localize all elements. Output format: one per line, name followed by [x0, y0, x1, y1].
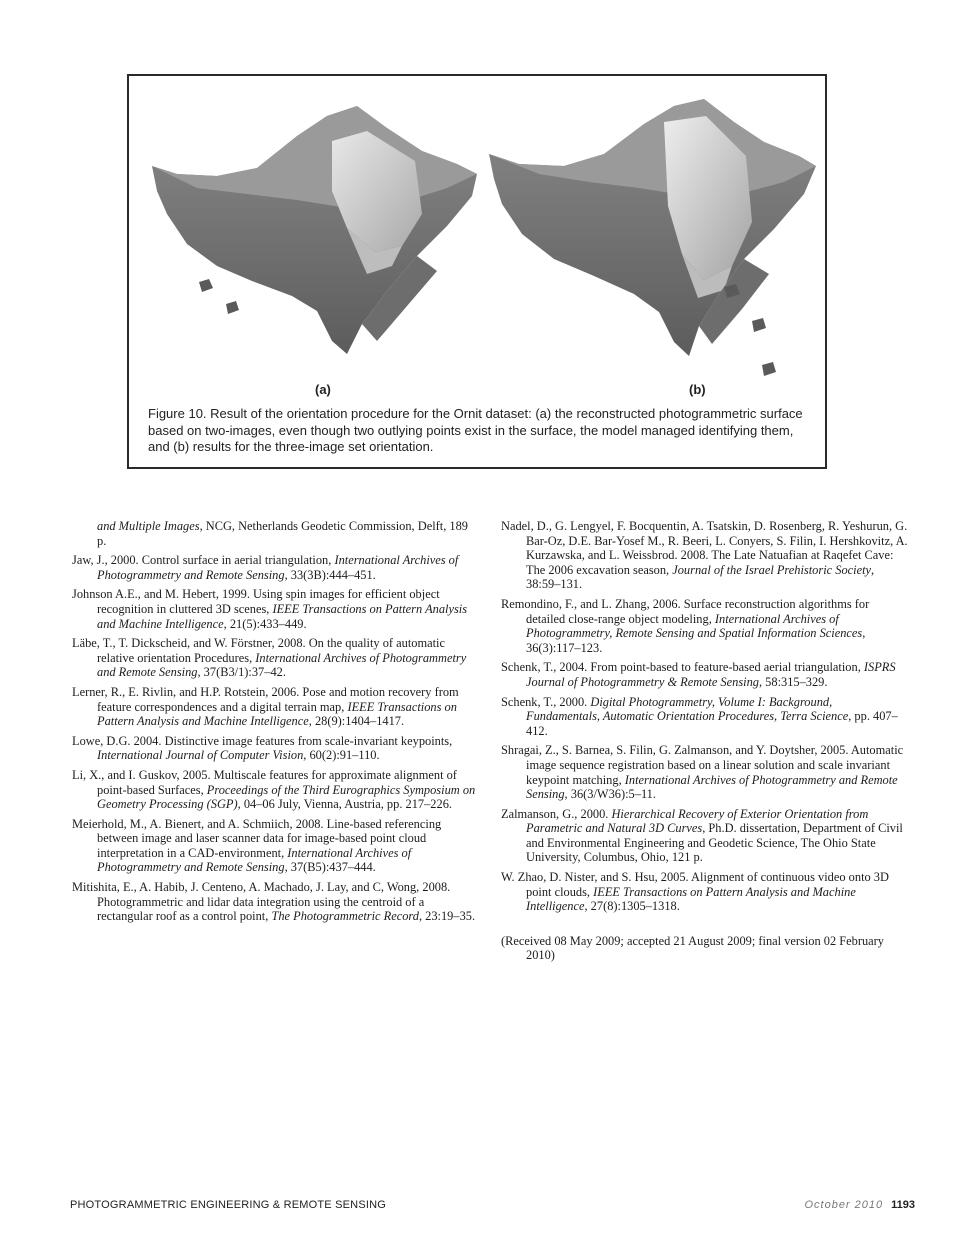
issue-date: October 2010 [804, 1199, 884, 1211]
reference-text: , Ph.D. dissertation, Department of Civil and Environmental Engineering and Geodetic Science, The Ohio State University, Columbus, Ohio, 121 p. [526, 821, 903, 865]
page-footer [70, 1199, 915, 1215]
reference-title: and Multiple Images [97, 519, 200, 533]
reference-title: International Archives of Photogrammetry, Remote Sensing and Spatial Information Sciences [526, 611, 863, 641]
reference-text: Shragai, Z., S. Barnea, S. Filin, G. Zalmanson, and Y. Doytsher, 2005. Automatic image sequence registration based on a linear solution and scale invariant keypoint matching, [501, 743, 904, 787]
reference-title: The Photogrammetric Record [271, 909, 419, 924]
reference-text: Mitishita, E., A. Habib, J. Centeno, A. Machado, J. Lay, and C, Wong, 2008. Photogrammetric and lidar data integration using the centroid of a rectangular roof as a control point, [72, 880, 451, 924]
reference-title: IEEE Transactions on Pattern Analysis and Machine Intelligence [97, 699, 457, 729]
reference-title: International Archives of Photogrammetry and Remote Sensing [97, 845, 412, 875]
received-note: (Received 08 May 2009; accepted 21 August 2009; final version 02 February 2010) [501, 933, 884, 963]
reference-text: Schenk, T., 2004. From point-based to feature-based aerial triangulation, [501, 660, 864, 675]
reference-entry [72, 636, 480, 680]
reference-entry [72, 519, 480, 548]
reference-title: International Archives of Photogrammetry and Remote Sensing [526, 772, 898, 802]
reference-text: , 33(3B):444–451. [284, 567, 376, 582]
reference-text: , 38:59–131. [526, 562, 875, 592]
reference-title: Proceedings of the Third Eurographics Symposium on Geometry Processing (SGP) [97, 782, 476, 812]
page-number: 1193 [891, 1199, 915, 1211]
reference-title: Journal of the Israel Prehistoric Society [672, 562, 872, 577]
reference-text: , 37(B3/1):37–42. [197, 665, 286, 680]
reference-text: Lowe, D.G. 2004. Distinctive image features from scale-invariant keypoints, [72, 733, 453, 748]
reference-text: Remondino, F., and L. Zhang, 2006. Surface reconstruction algorithms for detailed close-range object modeling, [501, 596, 870, 626]
references-column-left [72, 519, 480, 929]
reference-entry [501, 807, 909, 865]
references-list-right [501, 519, 909, 914]
reference-text: W. Zhao, D. Nister, and S. Hsu, 2005. Alignment of continuous video onto 3D point clouds, [501, 870, 889, 899]
reference-text: , 21(5):433–449. [223, 616, 307, 631]
reference-text: Jaw, J., 2000. Control surface in aerial triangulation, [72, 553, 335, 568]
reference-entry [501, 743, 909, 801]
reference-entry [72, 880, 480, 924]
terrain-surface-image-b [484, 94, 819, 384]
panel-label-a: (a) [315, 382, 331, 397]
reference-text: , 58:315–329. [758, 674, 828, 689]
reference-text: , 37(B5):437–444. [284, 860, 376, 875]
reference-text: Schenk, T., 2000. [501, 694, 591, 709]
figure-10 [127, 74, 827, 469]
reference-entry [72, 734, 480, 763]
reference-title: International Archives of Photogrammetry and Remote Sensing [97, 650, 467, 680]
reference-text: , 23:19–35. [418, 909, 476, 924]
reference-text: , pp. 407–412. [526, 709, 898, 738]
reference-text: , 04–06 July, Vienna, Austria, pp. 217–226. [237, 797, 452, 812]
reference-text: Lerner, R., E. Rivlin, and H.P. Rotstein, 2006. Pose and motion recovery from feature correspondences and a digital terrain map, [72, 684, 459, 714]
reference-title: ISPRS Journal of Photogrammetry & Remote Sensing [526, 660, 896, 689]
reference-text: Li, X., and I. Guskov, 2005. Multiscale features for approximate alignment of point-based Surfaces, [72, 767, 457, 797]
reference-text: Läbe, T., T. Dickscheid, and W. Förstner, 2008. On the quality of automatic relative orientation Procedures, [72, 636, 445, 665]
reference-title: Hierarchical Recovery of Exterior Orientation from Parametric and Natural 3D Curves [526, 806, 869, 836]
reference-title: International Journal of Computer Vision [97, 748, 304, 763]
reference-entry [501, 519, 909, 592]
reference-text: Zalmanson, G., 2000. [501, 806, 612, 821]
reference-text: , 60(2):91–110. [303, 748, 380, 763]
reference-text: , 36(3/W36):5–11. [564, 787, 656, 802]
reference-title: Digital Photogrammetry, Volume I: Background, Fundamentals, Automatic Orientation Procedures, Terra Science [526, 694, 849, 724]
panel-label-b: (b) [689, 382, 706, 397]
reference-entry [501, 660, 909, 689]
reference-entry [72, 768, 480, 812]
figure-caption: Figure 10. Result of the orientation procedure for the Ornit dataset: (a) the reconstructed photogrammetric surface based on two-images, even though two outlying points exist in the surface, the model managed identifying them, and (b) results for the three-image set orientation. [148, 406, 803, 454]
reference-entry [72, 817, 480, 875]
reference-text: , 36(3):117–123. [526, 626, 866, 655]
reference-text: Johnson A.E., and M. Hebert, 1999. Using spin images for efficient object recognition in cluttered 3D scenes, [72, 587, 440, 616]
reference-title: IEEE Transactions on Pattern Analysis and Machine Intelligence [526, 884, 856, 914]
reference-text: Meierhold, M., A. Bienert, and A. Schmiich, 2008. Line-based referencing between image and laser scanner data for image-based point cloud interpretation in a CAD-environment, [72, 816, 442, 860]
reference-text: , 28(9):1404–1417. [308, 714, 405, 729]
reference-entry [72, 553, 480, 582]
reference-text: , NCG, Netherlands Geodetic Commission, Delft, 189 p. [97, 519, 468, 548]
footer-right [804, 1199, 915, 1211]
reference-entry [501, 870, 909, 914]
reference-text: Nadel, D., G. Lengyel, F. Bocquentin, A. Tsatskin, D. Rosenberg, R. Yeshurun, G. Bar-Oz, D.E. Bar-Yosef M., R. Beeri, L. Conyers, S. Filin, I. Hershkovitz, A. Kurzawska, and L. Weissbrod. 2008. The Late Natuafian at Raqefet Cave: The 2006 excavation season, [501, 519, 908, 577]
reference-title: International Archives of Photogrammetry and Remote Sensing [97, 553, 459, 582]
reference-text: , 27(8):1305–1318. [584, 899, 680, 914]
reference-title: IEEE Transactions on Pattern Analysis and Machine Intelligence [97, 601, 468, 631]
reference-entry [72, 685, 480, 729]
references-column-right [501, 519, 909, 968]
journal-name: PHOTOGRAMMETRIC ENGINEERING & REMOTE SENSING [70, 1199, 387, 1211]
terrain-surface-image-a [147, 96, 482, 381]
reference-entry [501, 597, 909, 655]
reference-entry [501, 695, 909, 739]
reference-entry [72, 587, 480, 631]
